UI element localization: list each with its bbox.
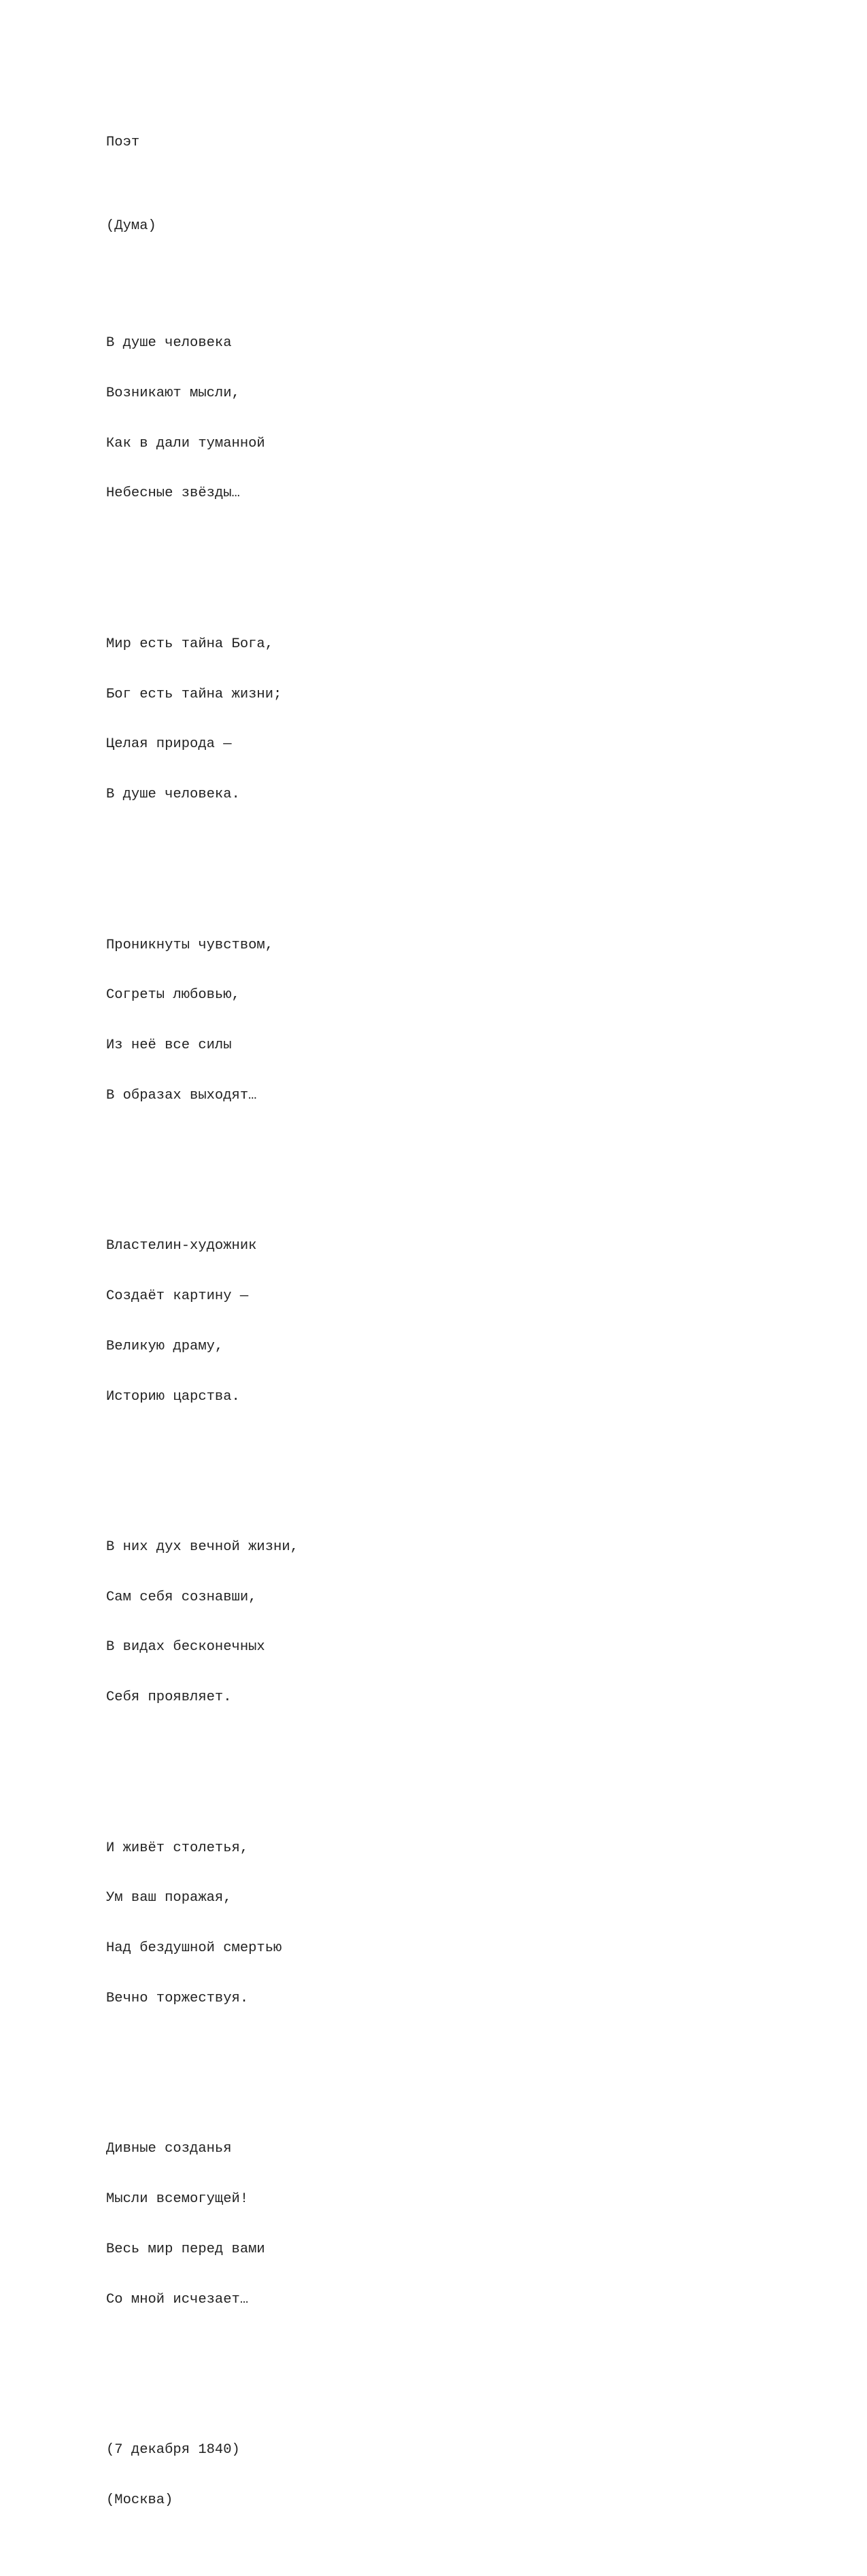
poem-line: И живёт столетья, xyxy=(106,1840,249,1856)
stanza-4 xyxy=(106,1205,299,1439)
poem-line: Из неё все силы xyxy=(106,1037,232,1054)
stanza-2 xyxy=(106,603,299,837)
poem-line: Бог есть тайна жизни; xyxy=(106,686,282,702)
poem-line: Небесные звёзды… xyxy=(106,485,240,502)
poem-line: Сам себя сознавши, xyxy=(106,1589,257,1605)
poem-line: Целая природа — xyxy=(106,736,232,753)
poem-line: В душе человека. xyxy=(106,787,240,803)
poem-line: Себя проявляет. xyxy=(106,1689,232,1706)
poem-line: Возникают мысли, xyxy=(106,385,240,401)
poem xyxy=(106,101,299,2576)
poem-line: Властелин-художник xyxy=(106,1238,257,1254)
poem-line: Со мной исчезает… xyxy=(106,2291,249,2307)
poem-line: Историю царства. xyxy=(106,1388,240,1405)
poem-line: Как в дали туманной xyxy=(106,435,265,451)
poem-line: Ум ваш поражая, xyxy=(106,1890,232,1906)
poem-line: Мысли всемогущей! xyxy=(106,2191,249,2208)
poem-title: Поэт xyxy=(106,135,140,151)
poem-line: В душе человека xyxy=(106,335,232,351)
poem-subtitle: (Дума) xyxy=(106,218,156,234)
poem-footer xyxy=(106,2409,299,2543)
stanza-3 xyxy=(106,904,299,1137)
poem-line: В них дух вечной жизни, xyxy=(106,1539,299,1555)
stanza-5 xyxy=(106,1506,299,1740)
poem-line: В видах бесконечных xyxy=(106,1639,265,1655)
poem-line: В образах выходят… xyxy=(106,1087,257,1103)
stanza-7 xyxy=(106,2108,299,2341)
poem-line: Великую драму, xyxy=(106,1338,224,1354)
stanza-1 xyxy=(106,302,299,536)
stanza-6 xyxy=(106,1806,299,2040)
poem-line: Проникнуты чувством, xyxy=(106,937,274,953)
poem-line: Мир есть тайна Бога, xyxy=(106,636,274,652)
poem-line: Согреты любовью, xyxy=(106,987,240,1003)
poem-line: Весь мир перед вами xyxy=(106,2241,265,2257)
poem-line: Дивные созданья xyxy=(106,2141,232,2157)
poem-date: (7 декабря 1840) xyxy=(106,2441,240,2458)
poem-line: Над бездушной смертью xyxy=(106,1940,282,1957)
poem-line: Вечно торжествуя. xyxy=(106,1990,249,2006)
poem-place: (Москва) xyxy=(106,2492,173,2508)
poem-line: Создаёт картину — xyxy=(106,1288,249,1304)
